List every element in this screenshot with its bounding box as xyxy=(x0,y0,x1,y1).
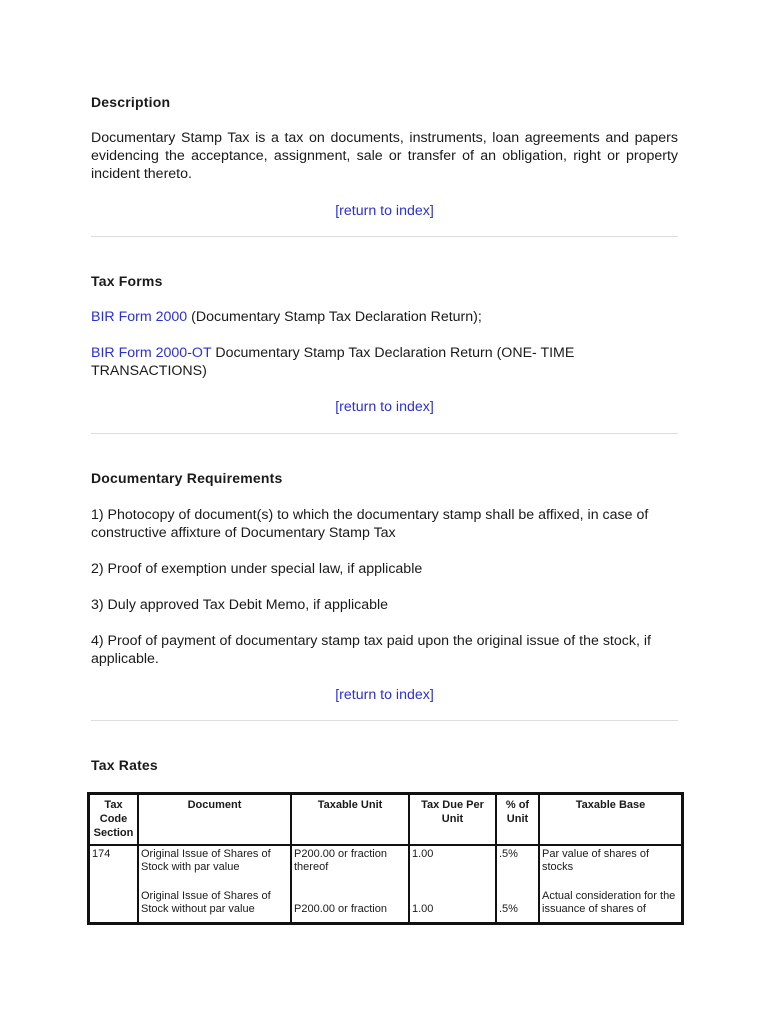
table-header-row xyxy=(89,794,682,845)
requirement-item-2: 2) Proof of exemption under special law, if applicable xyxy=(91,561,423,577)
cell-taxable-unit xyxy=(291,845,409,923)
cell-taxable-base xyxy=(539,845,682,923)
tax-rates-table xyxy=(87,792,684,925)
requirement-item-3: 3) Duly approved Tax Debit Memo, if applicable xyxy=(91,597,389,613)
description-text: Documentary Stamp Tax is a tax on documents, instruments, loan agreements and papers evidencing the acceptance, assignment, sale or transfer of an obligation, right or property incident thereto. xyxy=(91,130,678,182)
return-link-text[interactable]: [return to index] xyxy=(335,203,434,219)
col-header-percent: % of Unit xyxy=(496,794,539,845)
document-2: Original Issue of Shares of Stock without par value xyxy=(141,890,271,915)
cell-tax-due xyxy=(409,845,496,923)
tax-rates-heading: Tax Rates xyxy=(91,757,158,773)
col-header-taxable-unit: Taxable Unit xyxy=(291,794,409,845)
col-header-section: Tax Code Section xyxy=(89,794,138,845)
table-row xyxy=(89,845,682,923)
cell-section xyxy=(89,845,138,923)
section-divider xyxy=(91,433,678,434)
cell-document xyxy=(138,845,291,923)
base-2: Actual consideration for the issuance of shares of xyxy=(542,890,676,915)
form-2000-ot-line xyxy=(91,344,651,380)
col-header-document: Document xyxy=(138,794,291,845)
return-link-text[interactable]: [return to index] xyxy=(335,399,434,415)
bir-form-2000-ot-link[interactable]: BIR Form 2000-OT xyxy=(91,345,212,361)
section-divider xyxy=(91,720,678,721)
return-to-index-link-2[interactable] xyxy=(91,398,678,416)
col-header-taxable-base: Taxable Base xyxy=(539,794,682,845)
requirement-item-4: 4) Proof of payment of documentary stamp tax paid upon the original issue of the stock, if applicable. xyxy=(91,633,651,667)
requirements-heading: Documentary Requirements xyxy=(91,470,283,486)
document-1: Original Issue of Shares of Stock with par value xyxy=(141,848,271,873)
due-2: 1.00 xyxy=(412,903,434,915)
section-divider xyxy=(91,236,678,237)
return-to-index-link-3[interactable] xyxy=(91,686,678,704)
form-2000-ot-description: Documentary Stamp Tax Declaration Return (ONE- TIME TRANSACTIONS) xyxy=(91,345,575,379)
base-1: Par value of shares of stocks xyxy=(542,848,650,873)
section-value: 174 xyxy=(92,848,111,860)
description-heading: Description xyxy=(91,94,171,110)
cell-percent xyxy=(496,845,539,923)
unit-2: P200.00 or fraction xyxy=(294,903,387,915)
col-header-tax-due: Tax Due Per Unit xyxy=(409,794,496,845)
unit-1: P200.00 or fraction thereof xyxy=(294,848,387,873)
return-link-text[interactable]: [return to index] xyxy=(335,687,434,703)
bir-form-2000-link[interactable]: BIR Form 2000 xyxy=(91,309,188,325)
return-to-index-link-1[interactable] xyxy=(91,202,678,220)
tax-forms-heading: Tax Forms xyxy=(91,273,163,289)
form-2000-line xyxy=(91,308,678,326)
requirement-item-1: 1) Photocopy of document(s) to which the documentary stamp shall be affixed, in case of constructive affixture of Documentary Stamp Tax xyxy=(91,507,649,541)
due-1: 1.00 xyxy=(412,848,434,860)
pct-2: .5% xyxy=(499,903,518,915)
form-2000-description: (Documentary Stamp Tax Declaration Return); xyxy=(187,309,482,325)
pct-1: .5% xyxy=(499,848,518,860)
